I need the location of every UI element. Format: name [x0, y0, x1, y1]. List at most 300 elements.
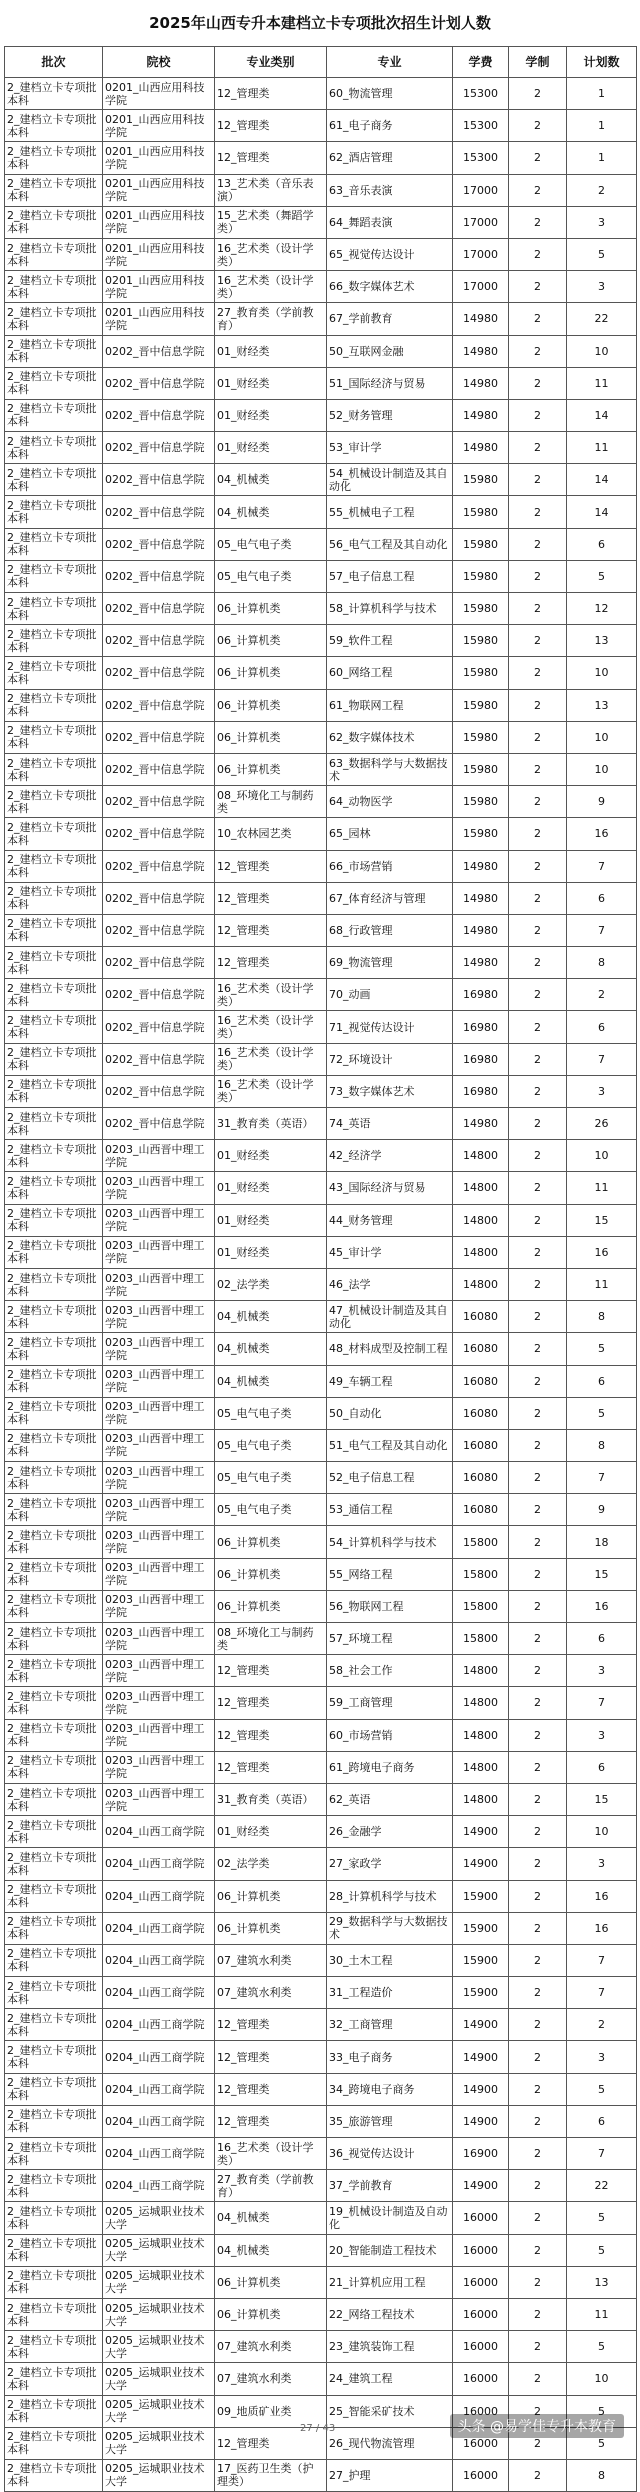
header-quota: 计划数 [567, 47, 637, 78]
cell-category: 02_法学类 [215, 1268, 327, 1300]
cell-quota: 5 [567, 1397, 637, 1429]
cell-quota: 10 [567, 721, 637, 753]
cell-tuition: 14800 [453, 1719, 509, 1751]
cell-category: 13_艺术类（音乐表演） [215, 174, 327, 206]
cell-category: 12_管理类 [215, 2041, 327, 2073]
cell-major: 45_审计学 [327, 1236, 453, 1268]
table-row [5, 2266, 637, 2298]
cell-duration: 2 [509, 367, 567, 399]
cell-category: 06_计算机类 [215, 2298, 327, 2330]
plan-table [4, 46, 637, 2492]
cell-tuition: 16080 [453, 1397, 509, 1429]
cell-quota: 15 [567, 1558, 637, 1590]
cell-major: 21_计算机应用工程 [327, 2266, 453, 2298]
cell-batch: 2_建档立卡专项批本科 [5, 271, 103, 303]
cell-tuition: 14900 [453, 2041, 509, 2073]
cell-tuition: 16080 [453, 1462, 509, 1494]
cell-category: 16_艺术类（设计学类） [215, 979, 327, 1011]
cell-school: 0204_山西工商学院 [103, 1880, 215, 1912]
header-category: 专业类别 [215, 47, 327, 78]
cell-batch: 2_建档立卡专项批本科 [5, 850, 103, 882]
cell-batch: 2_建档立卡专项批本科 [5, 78, 103, 110]
cell-school: 0202_晋中信息学院 [103, 1011, 215, 1043]
cell-category: 06_计算机类 [215, 1880, 327, 1912]
cell-quota: 5 [567, 238, 637, 270]
cell-school: 0205_运城职业技术大学 [103, 2395, 215, 2427]
table-row [5, 1236, 637, 1268]
cell-tuition: 15980 [453, 560, 509, 592]
cell-duration: 2 [509, 142, 567, 174]
table-row [5, 528, 637, 560]
cell-school: 0202_晋中信息学院 [103, 1108, 215, 1140]
cell-school: 0203_山西晋中理工学院 [103, 1429, 215, 1461]
cell-school: 0203_山西晋中理工学院 [103, 1333, 215, 1365]
cell-batch: 2_建档立卡专项批本科 [5, 1365, 103, 1397]
cell-major: 47_机械设计制造及其自动化 [327, 1301, 453, 1333]
cell-school: 0203_山西晋中理工学院 [103, 1558, 215, 1590]
cell-quota: 13 [567, 625, 637, 657]
cell-tuition: 14800 [453, 1236, 509, 1268]
cell-duration: 2 [509, 1590, 567, 1622]
cell-quota: 7 [567, 850, 637, 882]
cell-tuition: 14980 [453, 850, 509, 882]
table-row [5, 1526, 637, 1558]
cell-quota: 11 [567, 432, 637, 464]
cell-tuition: 16000 [453, 2459, 509, 2491]
cell-school: 0204_山西工商学院 [103, 2041, 215, 2073]
table-row [5, 2138, 637, 2170]
table-row [5, 1140, 637, 1172]
cell-batch: 2_建档立卡专项批本科 [5, 2009, 103, 2041]
table-row [5, 593, 637, 625]
cell-school: 0204_山西工商学院 [103, 2170, 215, 2202]
cell-tuition: 16000 [453, 2234, 509, 2266]
cell-tuition: 15900 [453, 1977, 509, 2009]
cell-school: 0202_晋中信息学院 [103, 593, 215, 625]
cell-duration: 2 [509, 2009, 567, 2041]
cell-batch: 2_建档立卡专项批本科 [5, 1944, 103, 1976]
cell-quota: 14 [567, 464, 637, 496]
cell-tuition: 14800 [453, 1687, 509, 1719]
cell-duration: 2 [509, 2170, 567, 2202]
cell-school: 0203_山西晋中理工学院 [103, 1268, 215, 1300]
cell-school: 0202_晋中信息学院 [103, 914, 215, 946]
cell-tuition: 14900 [453, 1848, 509, 1880]
cell-category: 04_机械类 [215, 2202, 327, 2234]
cell-school: 0203_山西晋中理工学院 [103, 1462, 215, 1494]
cell-tuition: 14980 [453, 335, 509, 367]
header-tuition: 学费 [453, 47, 509, 78]
cell-major: 67_体育经济与管理 [327, 882, 453, 914]
cell-batch: 2_建档立卡专项批本科 [5, 689, 103, 721]
cell-quota: 16 [567, 818, 637, 850]
cell-duration: 2 [509, 1172, 567, 1204]
cell-major: 27_护理 [327, 2459, 453, 2491]
cell-duration: 2 [509, 914, 567, 946]
cell-category: 16_艺术类（设计学类） [215, 1075, 327, 1107]
cell-batch: 2_建档立卡专项批本科 [5, 882, 103, 914]
cell-major: 19_机械设计制造及自动化 [327, 2202, 453, 2234]
cell-tuition: 14900 [453, 2073, 509, 2105]
cell-school: 0201_山西应用科技学院 [103, 206, 215, 238]
cell-major: 70_动画 [327, 979, 453, 1011]
cell-quota: 5 [567, 2234, 637, 2266]
cell-batch: 2_建档立卡专项批本科 [5, 110, 103, 142]
cell-category: 01_财经类 [215, 432, 327, 464]
cell-category: 07_建筑水利类 [215, 1977, 327, 2009]
cell-duration: 2 [509, 1365, 567, 1397]
cell-major: 26_现代物流管理 [327, 2427, 453, 2459]
cell-batch: 2_建档立卡专项批本科 [5, 593, 103, 625]
cell-duration: 2 [509, 2298, 567, 2330]
cell-tuition: 16000 [453, 2202, 509, 2234]
cell-school: 0203_山西晋中理工学院 [103, 1172, 215, 1204]
cell-category: 04_机械类 [215, 464, 327, 496]
cell-tuition: 15800 [453, 1590, 509, 1622]
table-row [5, 1719, 637, 1751]
cell-quota: 2 [567, 2009, 637, 2041]
cell-category: 07_建筑水利类 [215, 1944, 327, 1976]
cell-major: 56_物联网工程 [327, 1590, 453, 1622]
cell-quota: 10 [567, 1140, 637, 1172]
cell-category: 06_计算机类 [215, 753, 327, 785]
cell-tuition: 15980 [453, 657, 509, 689]
cell-batch: 2_建档立卡专项批本科 [5, 1687, 103, 1719]
table-row [5, 271, 637, 303]
cell-duration: 2 [509, 882, 567, 914]
cell-duration: 2 [509, 2266, 567, 2298]
table-row [5, 1043, 637, 1075]
cell-school: 0204_山西工商学院 [103, 2073, 215, 2105]
cell-school: 0202_晋中信息学院 [103, 786, 215, 818]
cell-duration: 2 [509, 1719, 567, 1751]
cell-school: 0202_晋中信息学院 [103, 1075, 215, 1107]
cell-major: 50_自动化 [327, 1397, 453, 1429]
cell-school: 0202_晋中信息学院 [103, 721, 215, 753]
cell-school: 0203_山西晋中理工学院 [103, 1140, 215, 1172]
cell-duration: 2 [509, 271, 567, 303]
cell-batch: 2_建档立卡专项批本科 [5, 1397, 103, 1429]
cell-school: 0204_山西工商学院 [103, 2138, 215, 2170]
cell-duration: 2 [509, 1751, 567, 1783]
cell-quota: 3 [567, 2041, 637, 2073]
cell-batch: 2_建档立卡专项批本科 [5, 1751, 103, 1783]
cell-major: 57_环境工程 [327, 1623, 453, 1655]
cell-major: 59_软件工程 [327, 625, 453, 657]
cell-major: 64_舞蹈表演 [327, 206, 453, 238]
cell-category: 15_艺术类（舞蹈学类） [215, 206, 327, 238]
table-row [5, 464, 637, 496]
cell-category: 06_计算机类 [215, 1558, 327, 1590]
cell-school: 0201_山西应用科技学院 [103, 238, 215, 270]
cell-category: 04_机械类 [215, 1365, 327, 1397]
cell-batch: 2_建档立卡专项批本科 [5, 2363, 103, 2395]
cell-batch: 2_建档立卡专项批本科 [5, 2234, 103, 2266]
header-major: 专业 [327, 47, 453, 78]
cell-category: 06_计算机类 [215, 1590, 327, 1622]
cell-tuition: 14900 [453, 2009, 509, 2041]
cell-batch: 2_建档立卡专项批本科 [5, 1494, 103, 1526]
cell-quota: 10 [567, 2363, 637, 2395]
cell-category: 04_机械类 [215, 496, 327, 528]
cell-tuition: 16900 [453, 2138, 509, 2170]
cell-school: 0203_山西晋中理工学院 [103, 1236, 215, 1268]
cell-batch: 2_建档立卡专项批本科 [5, 625, 103, 657]
cell-tuition: 17000 [453, 271, 509, 303]
cell-category: 31_教育类（英语） [215, 1108, 327, 1140]
cell-quota: 6 [567, 1623, 637, 1655]
cell-tuition: 14980 [453, 1108, 509, 1140]
cell-category: 27_教育类（学前教育） [215, 2170, 327, 2202]
cell-quota: 22 [567, 2170, 637, 2202]
cell-duration: 2 [509, 399, 567, 431]
cell-duration: 2 [509, 1204, 567, 1236]
table-row [5, 432, 637, 464]
cell-major: 63_数据科学与大数据技术 [327, 753, 453, 785]
table-row [5, 2298, 637, 2330]
cell-batch: 2_建档立卡专项批本科 [5, 303, 103, 335]
cell-tuition: 16080 [453, 1429, 509, 1461]
cell-major: 30_土木工程 [327, 1944, 453, 1976]
cell-duration: 2 [509, 1397, 567, 1429]
cell-major: 48_材料成型及控制工程 [327, 1333, 453, 1365]
page-title: 2025年山西专升本建档立卡专项批次招生计划人数 [149, 14, 491, 32]
table-row [5, 1462, 637, 1494]
cell-quota: 7 [567, 2138, 637, 2170]
cell-quota: 11 [567, 1172, 637, 1204]
cell-major: 62_英语 [327, 1783, 453, 1815]
cell-major: 61_跨境电子商务 [327, 1751, 453, 1783]
cell-tuition: 16080 [453, 1301, 509, 1333]
cell-school: 0201_山西应用科技学院 [103, 174, 215, 206]
table-row [5, 335, 637, 367]
table-row [5, 2105, 637, 2137]
cell-quota: 11 [567, 1268, 637, 1300]
cell-major: 51_国际经济与贸易 [327, 367, 453, 399]
cell-category: 01_财经类 [215, 335, 327, 367]
cell-duration: 2 [509, 1848, 567, 1880]
cell-tuition: 17000 [453, 174, 509, 206]
cell-batch: 2_建档立卡专项批本科 [5, 914, 103, 946]
cell-batch: 2_建档立卡专项批本科 [5, 206, 103, 238]
cell-duration: 2 [509, 238, 567, 270]
cell-school: 0205_运城职业技术大学 [103, 2202, 215, 2234]
cell-tuition: 15300 [453, 142, 509, 174]
cell-tuition: 16080 [453, 1365, 509, 1397]
cell-quota: 7 [567, 914, 637, 946]
cell-school: 0204_山西工商学院 [103, 2105, 215, 2137]
cell-quota: 18 [567, 1526, 637, 1558]
cell-school: 0203_山西晋中理工学院 [103, 1655, 215, 1687]
table-row [5, 2331, 637, 2363]
cell-quota: 1 [567, 78, 637, 110]
cell-tuition: 15300 [453, 110, 509, 142]
cell-category: 12_管理类 [215, 1719, 327, 1751]
cell-duration: 2 [509, 303, 567, 335]
cell-duration: 2 [509, 528, 567, 560]
cell-batch: 2_建档立卡专项批本科 [5, 1783, 103, 1815]
cell-category: 08_环境化工与制药类 [215, 786, 327, 818]
cell-category: 12_管理类 [215, 2073, 327, 2105]
table-row [5, 2459, 637, 2491]
table-row [5, 979, 637, 1011]
cell-category: 06_计算机类 [215, 689, 327, 721]
cell-school: 0201_山西应用科技学院 [103, 78, 215, 110]
cell-tuition: 14800 [453, 1268, 509, 1300]
cell-quota: 10 [567, 753, 637, 785]
cell-duration: 2 [509, 2363, 567, 2395]
cell-tuition: 15980 [453, 818, 509, 850]
cell-major: 73_数字媒体艺术 [327, 1075, 453, 1107]
cell-category: 04_机械类 [215, 2234, 327, 2266]
cell-tuition: 15300 [453, 78, 509, 110]
cell-quota: 5 [567, 560, 637, 592]
cell-tuition: 14980 [453, 947, 509, 979]
cell-school: 0205_运城职业技术大学 [103, 2298, 215, 2330]
cell-tuition: 16980 [453, 1075, 509, 1107]
cell-school: 0202_晋中信息学院 [103, 818, 215, 850]
cell-batch: 2_建档立卡专项批本科 [5, 399, 103, 431]
table-row [5, 721, 637, 753]
cell-major: 62_酒店管理 [327, 142, 453, 174]
table-row [5, 2073, 637, 2105]
table-row [5, 1397, 637, 1429]
cell-batch: 2_建档立卡专项批本科 [5, 1558, 103, 1590]
cell-major: 37_学前教育 [327, 2170, 453, 2202]
cell-batch: 2_建档立卡专项批本科 [5, 1719, 103, 1751]
cell-school: 0205_运城职业技术大学 [103, 2427, 215, 2459]
cell-category: 16_艺术类（设计学类） [215, 238, 327, 270]
cell-category: 27_教育类（学前教育） [215, 303, 327, 335]
cell-category: 10_农林园艺类 [215, 818, 327, 850]
cell-tuition: 16080 [453, 1333, 509, 1365]
cell-batch: 2_建档立卡专项批本科 [5, 1140, 103, 1172]
cell-duration: 2 [509, 689, 567, 721]
cell-category: 12_管理类 [215, 142, 327, 174]
cell-batch: 2_建档立卡专项批本科 [5, 1429, 103, 1461]
cell-category: 06_计算机类 [215, 657, 327, 689]
cell-duration: 2 [509, 1816, 567, 1848]
cell-category: 12_管理类 [215, 850, 327, 882]
cell-category: 01_财经类 [215, 1204, 327, 1236]
cell-batch: 2_建档立卡专项批本科 [5, 2105, 103, 2137]
cell-major: 49_车辆工程 [327, 1365, 453, 1397]
cell-school: 0201_山西应用科技学院 [103, 142, 215, 174]
cell-major: 53_审计学 [327, 432, 453, 464]
cell-quota: 1 [567, 142, 637, 174]
cell-tuition: 16980 [453, 1011, 509, 1043]
cell-duration: 2 [509, 1687, 567, 1719]
cell-school: 0201_山西应用科技学院 [103, 271, 215, 303]
cell-school: 0202_晋中信息学院 [103, 882, 215, 914]
cell-duration: 2 [509, 2234, 567, 2266]
cell-duration: 2 [509, 657, 567, 689]
cell-tuition: 16000 [453, 2298, 509, 2330]
cell-quota: 7 [567, 1944, 637, 1976]
cell-batch: 2_建档立卡专项批本科 [5, 1977, 103, 2009]
cell-batch: 2_建档立卡专项批本科 [5, 1075, 103, 1107]
cell-quota: 6 [567, 1751, 637, 1783]
cell-batch: 2_建档立卡专项批本科 [5, 1623, 103, 1655]
cell-quota: 7 [567, 1462, 637, 1494]
cell-school: 0202_晋中信息学院 [103, 496, 215, 528]
cell-category: 01_财经类 [215, 1140, 327, 1172]
cell-category: 12_管理类 [215, 2105, 327, 2137]
cell-quota: 14 [567, 399, 637, 431]
cell-category: 06_计算机类 [215, 1912, 327, 1944]
cell-category: 01_财经类 [215, 1172, 327, 1204]
cell-school: 0203_山西晋中理工学院 [103, 1751, 215, 1783]
cell-major: 61_物联网工程 [327, 689, 453, 721]
cell-quota: 6 [567, 2105, 637, 2137]
cell-tuition: 14900 [453, 2105, 509, 2137]
cell-tuition: 14900 [453, 1816, 509, 1848]
cell-quota: 10 [567, 1816, 637, 1848]
cell-category: 12_管理类 [215, 1655, 327, 1687]
cell-school: 0202_晋中信息学院 [103, 528, 215, 560]
cell-category: 04_机械类 [215, 1333, 327, 1365]
table-row [5, 78, 637, 110]
cell-major: 28_计算机科学与技术 [327, 1880, 453, 1912]
cell-category: 16_艺术类（设计学类） [215, 271, 327, 303]
cell-batch: 2_建档立卡专项批本科 [5, 2202, 103, 2234]
cell-batch: 2_建档立卡专项批本科 [5, 657, 103, 689]
cell-major: 59_工商管理 [327, 1687, 453, 1719]
cell-batch: 2_建档立卡专项批本科 [5, 496, 103, 528]
cell-duration: 2 [509, 818, 567, 850]
cell-batch: 2_建档立卡专项批本科 [5, 1204, 103, 1236]
cell-duration: 2 [509, 1011, 567, 1043]
cell-category: 05_电气电子类 [215, 528, 327, 560]
cell-school: 0203_山西晋中理工学院 [103, 1494, 215, 1526]
cell-category: 16_艺术类（设计学类） [215, 1011, 327, 1043]
cell-category: 16_艺术类（设计学类） [215, 2138, 327, 2170]
table-row [5, 560, 637, 592]
cell-school: 0203_山西晋中理工学院 [103, 1397, 215, 1429]
cell-category: 12_管理类 [215, 2009, 327, 2041]
table-row [5, 367, 637, 399]
cell-school: 0203_山西晋中理工学院 [103, 1365, 215, 1397]
cell-tuition: 15980 [453, 528, 509, 560]
cell-tuition: 15980 [453, 689, 509, 721]
cell-major: 65_视觉传达设计 [327, 238, 453, 270]
table-row [5, 882, 637, 914]
cell-major: 55_网络工程 [327, 1558, 453, 1590]
cell-quota: 26 [567, 1108, 637, 1140]
cell-batch: 2_建档立卡专项批本科 [5, 1301, 103, 1333]
cell-quota: 15 [567, 1204, 637, 1236]
cell-major: 66_市场营销 [327, 850, 453, 882]
cell-tuition: 14980 [453, 882, 509, 914]
cell-batch: 2_建档立卡专项批本科 [5, 1880, 103, 1912]
cell-school: 0203_山西晋中理工学院 [103, 1526, 215, 1558]
cell-duration: 2 [509, 2105, 567, 2137]
cell-major: 24_建筑工程 [327, 2363, 453, 2395]
cell-category: 05_电气电子类 [215, 560, 327, 592]
cell-batch: 2_建档立卡专项批本科 [5, 1043, 103, 1075]
table-row [5, 1108, 637, 1140]
cell-quota: 12 [567, 593, 637, 625]
cell-duration: 2 [509, 1462, 567, 1494]
table-row [5, 1590, 637, 1622]
table-row [5, 1783, 637, 1815]
cell-tuition: 16980 [453, 1043, 509, 1075]
cell-batch: 2_建档立卡专项批本科 [5, 1848, 103, 1880]
cell-quota: 6 [567, 528, 637, 560]
cell-school: 0201_山西应用科技学院 [103, 303, 215, 335]
cell-major: 60_网络工程 [327, 657, 453, 689]
cell-batch: 2_建档立卡专项批本科 [5, 1011, 103, 1043]
